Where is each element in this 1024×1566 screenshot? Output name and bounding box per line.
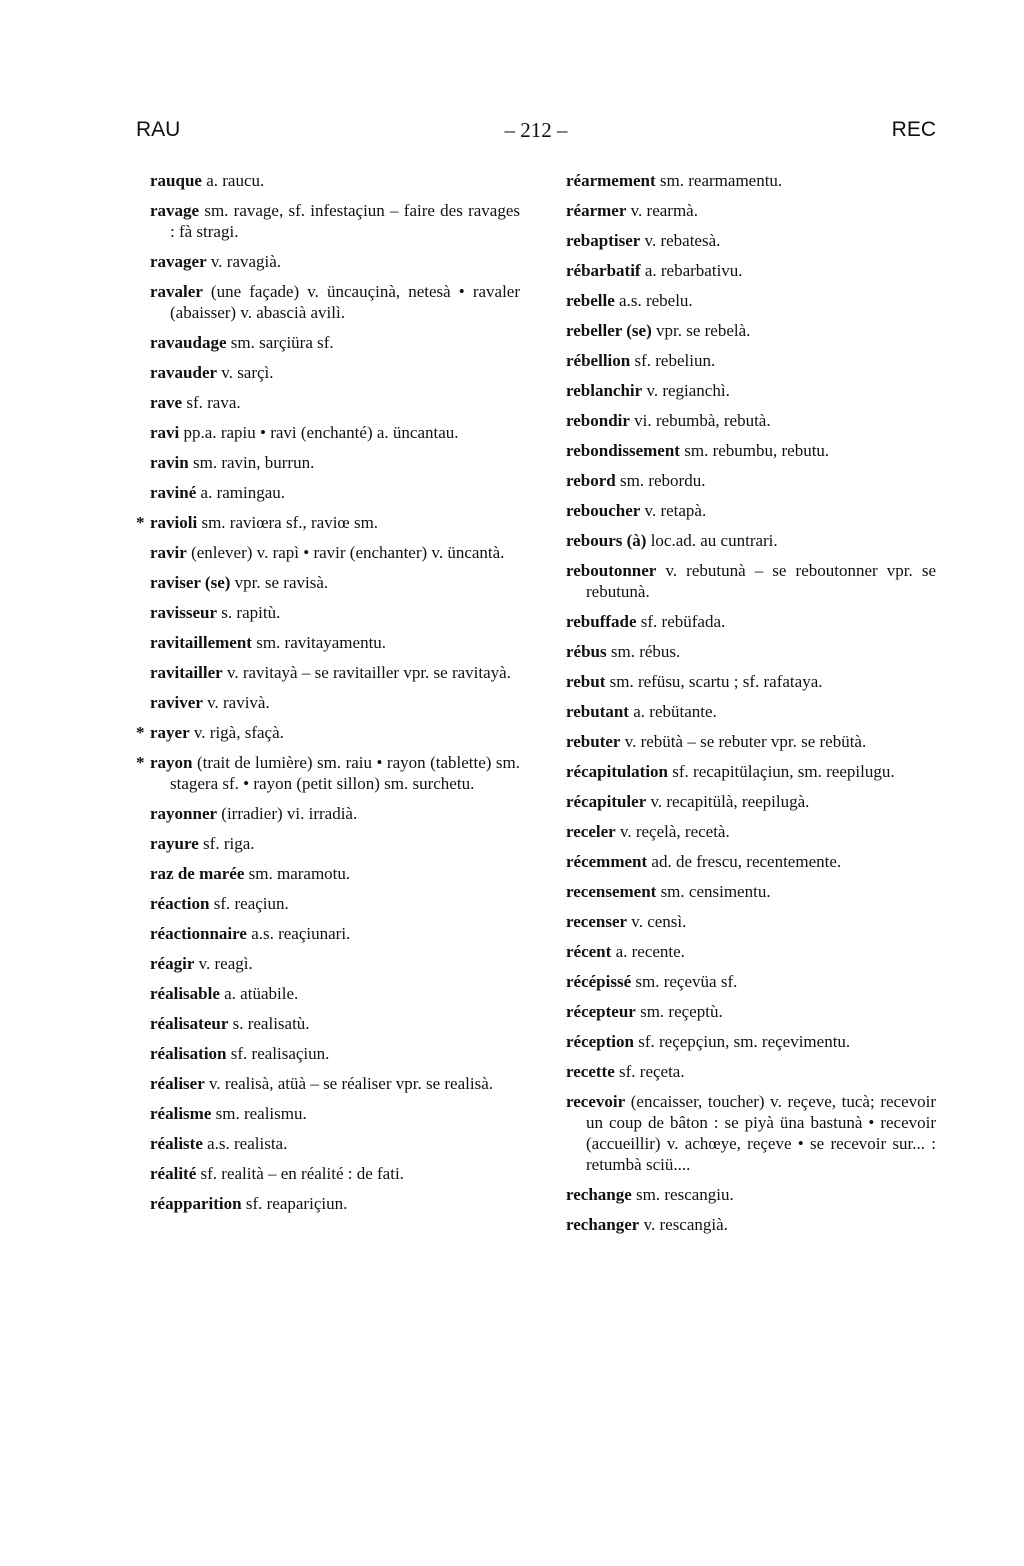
entry-definition: s. realisatù. — [228, 1014, 310, 1033]
entry-headword: ravager — [150, 252, 207, 271]
entry-headword: réalisable — [150, 984, 220, 1003]
entry-headword: raviné — [150, 483, 197, 502]
entry-marker: * — [136, 753, 145, 772]
entry-definition: vi. rebumbà, rebutà. — [629, 411, 771, 430]
entry-definition: sf. recapitülaçiun, sm. reepilugu. — [668, 762, 895, 781]
entry-definition: sm. rebordu. — [615, 471, 706, 490]
dictionary-entry — [566, 1001, 936, 1022]
entry-definition: (une façade) v. üncauçinà, netesà • ravaler (abaisser) v. abascià avilì. — [170, 282, 520, 322]
dictionary-entry — [566, 1061, 936, 1082]
entry-headword: réaliser — [150, 1074, 205, 1093]
entry-headword: récepteur — [566, 1002, 636, 1021]
dictionary-entry — [150, 602, 520, 623]
entry-headword: rayonner — [150, 804, 218, 823]
entry-definition: a.s. realista. — [202, 1134, 288, 1153]
entry-definition: a. ramingau. — [196, 483, 286, 502]
dictionary-entry — [150, 833, 520, 854]
dictionary-entry — [150, 332, 520, 353]
entry-headword: récapitulation — [566, 762, 668, 781]
entry-headword: rechanger — [566, 1215, 640, 1234]
dictionary-entry — [566, 440, 936, 461]
entry-headword: raviver — [150, 693, 203, 712]
entry-definition: v. ravivà. — [202, 693, 270, 712]
entry-headword: rebondir — [566, 411, 630, 430]
entry-headword: ravaudage — [150, 333, 227, 352]
entry-headword: rave — [150, 393, 183, 412]
dictionary-entry — [150, 1103, 520, 1124]
entry-definition: a.s. rebelu. — [614, 291, 693, 310]
entry-headword: réarmer — [566, 201, 627, 220]
entry-headword: ravi — [150, 423, 180, 442]
entry-definition: sf. rebüfada. — [636, 612, 726, 631]
entry-headword: raz de marée — [150, 864, 245, 883]
entry-definition: a. rebütante. — [628, 702, 717, 721]
entry-definition: v. rebatesà. — [640, 231, 721, 250]
dictionary-entry — [566, 641, 936, 662]
entry-definition: v. sarçì. — [217, 363, 274, 382]
dictionary-entry — [150, 422, 520, 443]
entry-headword: rébellion — [566, 351, 631, 370]
header-left-guideword: RAU — [136, 118, 181, 141]
entry-headword: rebuffade — [566, 612, 637, 631]
entry-definition: v. retapà. — [640, 501, 707, 520]
entry-headword: ravisseur — [150, 603, 218, 622]
dictionary-entry — [150, 983, 520, 1004]
entry-definition: a. recente. — [611, 942, 685, 961]
dictionary-entry — [150, 251, 520, 272]
entry-definition: v. regianchì. — [642, 381, 730, 400]
entry-definition: sf. reaçiun. — [209, 894, 289, 913]
entry-definition: (irradier) vi. irradià. — [217, 804, 358, 823]
dictionary-entry — [150, 863, 520, 884]
dictionary-entry — [566, 170, 936, 191]
entry-headword: recenser — [566, 912, 628, 931]
entry-headword: réalité — [150, 1164, 197, 1183]
entry-definition: v. realisà, atüà – se réaliser vpr. se realisà. — [204, 1074, 493, 1093]
entry-definition: sm. ravin, burrun. — [188, 453, 315, 472]
dictionary-entry — [150, 572, 520, 593]
dictionary-entry — [136, 722, 520, 743]
entry-definition: loc.ad. au cuntrari. — [646, 531, 778, 550]
entry-definition: vpr. se rebelà. — [651, 321, 751, 340]
entry-definition: v. rebütà – se rebuter vpr. se rebütà. — [620, 732, 867, 751]
entry-definition: sm. reçeptù. — [635, 1002, 723, 1021]
entry-definition: sf. riga. — [198, 834, 255, 853]
entry-headword: rebutant — [566, 702, 629, 721]
entry-headword: rebord — [566, 471, 616, 490]
dictionary-entry — [566, 380, 936, 401]
entry-definition: a. raucu. — [201, 171, 265, 190]
dictionary-entry — [150, 281, 520, 323]
right-column — [566, 170, 936, 1244]
entry-definition: v. recapitülà, reepilugà. — [646, 792, 810, 811]
entry-definition: v. rebutunà – se reboutonner vpr. se rebutunà. — [586, 561, 936, 601]
dictionary-entry — [566, 1031, 936, 1052]
entry-definition: sm. censimentu. — [656, 882, 771, 901]
entry-definition: v. rigà, sfaçà. — [189, 723, 284, 742]
entry-headword: réaliste — [150, 1134, 203, 1153]
entry-definition: vpr. se ravisà. — [230, 573, 329, 592]
entry-headword: réalisation — [150, 1044, 227, 1063]
entry-headword: réarmement — [566, 171, 656, 190]
entry-headword: récapituler — [566, 792, 647, 811]
entry-headword: recensement — [566, 882, 657, 901]
entry-definition: a. rebarbativu. — [640, 261, 743, 280]
entry-headword: rayer — [150, 723, 190, 742]
dictionary-entry — [136, 752, 520, 794]
header-right-guideword: REC — [891, 118, 936, 141]
entry-definition: sm. rescangiu. — [631, 1185, 734, 1204]
dictionary-entry — [150, 1163, 520, 1184]
dictionary-entry — [566, 911, 936, 932]
entry-headword: rébus — [566, 642, 607, 661]
entry-headword: rebours (à) — [566, 531, 647, 550]
entry-headword: raviser (se) — [150, 573, 231, 592]
dictionary-entry — [566, 260, 936, 281]
entry-headword: réception — [566, 1032, 634, 1051]
entry-headword: reblanchir — [566, 381, 643, 400]
entry-definition: sf. rebeliun. — [630, 351, 716, 370]
entry-definition: sm. ravitayamentu. — [251, 633, 387, 652]
dictionary-entry — [566, 791, 936, 812]
dictionary-entry — [150, 392, 520, 413]
dictionary-entry — [566, 350, 936, 371]
entry-headword: réapparition — [150, 1194, 242, 1213]
entry-headword: rebut — [566, 672, 606, 691]
entry-headword: ravitailler — [150, 663, 223, 682]
dictionary-entry — [150, 1193, 520, 1214]
entry-definition: sf. realisaçiun. — [226, 1044, 330, 1063]
dictionary-entry — [150, 362, 520, 383]
dictionary-entry — [150, 632, 520, 653]
entry-headword: rebeller (se) — [566, 321, 652, 340]
entry-headword: reboucher — [566, 501, 641, 520]
entry-headword: récemment — [566, 852, 648, 871]
entry-headword: réalisateur — [150, 1014, 229, 1033]
entry-headword: récépissé — [566, 972, 632, 991]
dictionary-entry — [566, 671, 936, 692]
dictionary-entry — [150, 953, 520, 974]
entry-definition: sm. rebumbu, rebutu. — [679, 441, 830, 460]
dictionary-entry — [150, 662, 520, 683]
entry-marker: * — [136, 723, 145, 742]
entry-headword: rebelle — [566, 291, 615, 310]
entry-definition: sf. rava. — [182, 393, 241, 412]
dictionary-entry — [150, 542, 520, 563]
entry-headword: reboutonner — [566, 561, 657, 580]
left-column — [136, 170, 520, 1223]
entry-definition: sm. rearmamentu. — [655, 171, 783, 190]
entry-definition: a. atüabile. — [219, 984, 299, 1003]
dictionary-entry — [566, 941, 936, 962]
dictionary-entry — [150, 692, 520, 713]
entry-headword: réaction — [150, 894, 210, 913]
entry-definition: sm. ravage, sf. infestaçiun – faire des ravages : fà stragi. — [170, 201, 520, 241]
entry-definition: (encaisser, toucher) v. reçeve, tucà; recevoir un coup de bâton : se piyà üna bastunà • recevoir (accueillir) v. achœye, reçeve • se recevoir sur... : retumbà sciü.... — [586, 1092, 936, 1174]
entry-definition: v. reçelà, recetà. — [615, 822, 730, 841]
entry-headword: récent — [566, 942, 612, 961]
dictionary-entry — [566, 821, 936, 842]
entry-headword: rauque — [150, 171, 202, 190]
entry-headword: rebondissement — [566, 441, 680, 460]
entry-definition: sm. refüsu, scartu ; sf. rafataya. — [605, 672, 823, 691]
entry-definition: sf. reapariçiun. — [241, 1194, 348, 1213]
dictionary-entry — [150, 893, 520, 914]
dictionary-entry — [150, 452, 520, 473]
dictionary-entry — [150, 1013, 520, 1034]
dictionary-entry — [566, 230, 936, 251]
dictionary-entry — [566, 1214, 936, 1235]
entry-definition: sm. sarçiüra sf. — [226, 333, 334, 352]
dictionary-entry — [566, 560, 936, 602]
dictionary-entry — [150, 1133, 520, 1154]
entry-definition: ad. de frescu, recentemente. — [647, 852, 842, 871]
dictionary-entry — [566, 320, 936, 341]
entry-definition: (enlever) v. rapì • ravir (enchanter) v. üncantà. — [186, 543, 505, 562]
entry-definition: v. censì. — [627, 912, 687, 931]
dictionary-entry — [566, 731, 936, 752]
dictionary-entry — [150, 200, 520, 242]
entry-headword: réactionnaire — [150, 924, 247, 943]
dictionary-entry — [566, 500, 936, 521]
entry-definition: sf. realità – en réalité : de fati. — [196, 1164, 404, 1183]
dictionary-entry — [566, 410, 936, 431]
entry-definition: v. rearmà. — [626, 201, 698, 220]
entry-headword: ravaler — [150, 282, 203, 301]
dictionary-entry — [150, 482, 520, 503]
entry-marker: * — [136, 513, 145, 532]
entry-headword: ravioli — [150, 513, 198, 532]
dictionary-entry — [150, 1073, 520, 1094]
entry-definition: (trait de lumière) sm. raiu • rayon (tablette) sm. stagera sf. • rayon (petit sillon) sm. surchetu. — [170, 753, 520, 793]
entry-definition: pp.a. rapiu • ravi (enchanté) a. üncantau. — [179, 423, 459, 442]
dictionary-entry — [566, 881, 936, 902]
dictionary-entry — [150, 923, 520, 944]
entry-headword: ravir — [150, 543, 187, 562]
dictionary-entry — [150, 170, 520, 191]
entry-definition: sf. reçepçiun, sm. reçevimentu. — [633, 1032, 851, 1051]
entry-definition: v. ravitayà – se ravitailler vpr. se ravitayà. — [222, 663, 511, 682]
dictionary-entry — [136, 512, 520, 533]
entry-definition: sm. reçevüa sf. — [631, 972, 738, 991]
dictionary-entry — [566, 290, 936, 311]
entry-headword: recette — [566, 1062, 615, 1081]
dictionary-entry — [566, 701, 936, 722]
entry-headword: rebuter — [566, 732, 621, 751]
dictionary-entry — [566, 530, 936, 551]
entry-definition: sm. raviœra sf., raviœ sm. — [197, 513, 379, 532]
entry-headword: réagir — [150, 954, 195, 973]
dictionary-entry — [150, 803, 520, 824]
dictionary-entry — [566, 470, 936, 491]
entry-definition: sf. reçeta. — [614, 1062, 685, 1081]
entry-definition: s. rapitù. — [217, 603, 281, 622]
dictionary-entry — [566, 611, 936, 632]
entry-definition: v. rescangià. — [639, 1215, 728, 1234]
entry-headword: rayon — [150, 753, 193, 772]
entry-headword: ravage — [150, 201, 200, 220]
entry-definition: a.s. reaçiunari. — [246, 924, 351, 943]
dictionary-entry — [566, 971, 936, 992]
entry-headword: réalisme — [150, 1104, 212, 1123]
dictionary-entry — [566, 1184, 936, 1205]
entry-definition: sm. rébus. — [606, 642, 681, 661]
entry-headword: ravitaillement — [150, 633, 252, 652]
entry-headword: rébarbatif — [566, 261, 641, 280]
entry-headword: ravin — [150, 453, 189, 472]
dictionary-entry — [150, 1043, 520, 1064]
entry-headword: recevoir — [566, 1092, 626, 1111]
page-number: – 212 – — [504, 118, 568, 142]
entry-definition: sm. maramotu. — [244, 864, 351, 883]
entry-definition: sm. realismu. — [211, 1104, 307, 1123]
dictionary-entry — [566, 200, 936, 221]
entry-definition: v. reagì. — [194, 954, 253, 973]
page-header — [136, 118, 936, 150]
entry-headword: ravauder — [150, 363, 218, 382]
entry-headword: rebaptiser — [566, 231, 641, 250]
dictionary-entry — [566, 761, 936, 782]
entry-definition: v. ravagià. — [206, 252, 282, 271]
entry-headword: receler — [566, 822, 616, 841]
entry-headword: rayure — [150, 834, 199, 853]
dictionary-entry — [566, 851, 936, 872]
entry-headword: rechange — [566, 1185, 632, 1204]
dictionary-entry — [566, 1091, 936, 1175]
